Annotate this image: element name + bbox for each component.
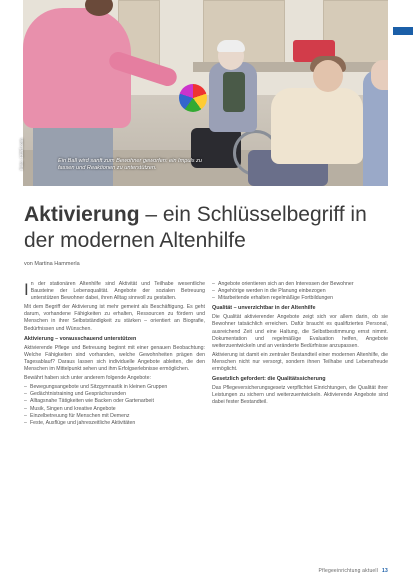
dropcap: I xyxy=(24,280,29,299)
publication-name: Pflegeeinrichtung aktuell xyxy=(318,568,379,574)
list-item: – Angebote orientieren sich an den Interessen der Bewohner xyxy=(212,281,388,288)
intro-paragraph: In der stationären Altenhilfe sind Aktivität und Teilhabe wesentliche Bausteine der Lebensqualität. Angebote der sozialen Betreuung unterstützen Bewohner dabei, ihren Alltag sinnvoll zu gestalten. xyxy=(24,280,205,302)
photo-credit: Foto: 123rf.com xyxy=(19,138,24,170)
subheading: Aktivierung – vorausschauend unterstützen xyxy=(24,335,137,342)
title-rest: – ein Schlüsselbegriff in der modernen Altenhilfe xyxy=(24,203,367,252)
page-footer xyxy=(319,568,388,574)
title-keyword: Aktivierung xyxy=(24,203,140,226)
byline: von Martina Hammerla xyxy=(24,261,80,267)
list-item: – Bewegungsangebote und Sitzgymnastik in kleinen Gruppen xyxy=(24,384,205,391)
list-item: – Gedächtnistraining und Gesprächsrunden xyxy=(24,391,205,398)
paragraph: Mit dem Begriff der Aktivierung ist mehr gemeint als Beschäftigung. Es geht darum, vorhandene Fähigkeiten zu erhalten, Ressourcen zu fördern und Menschen in ihrer Selbstständigkeit zu stärken – orientiert an Biografie, Bedürfnissen und Wünschen. xyxy=(24,304,205,332)
photo-caption: Ein Ball wird sanft zum Bewohner geworfen: ein Impuls zu fassen und Reaktionen zu unterstützen. xyxy=(58,158,202,171)
bullet-list xyxy=(24,384,205,427)
list-item: – Mitarbeitende erhalten regelmäßige Fortbildungen xyxy=(212,295,388,302)
section-marker xyxy=(393,27,413,35)
paragraph: Aktivierung ist damit ein zentraler Bestandteil einer modernen Altenhilfe, die Menschen nicht nur versorgt, sondern ihnen Teilhabe und Lebensfreude ermöglicht. xyxy=(212,351,388,373)
bullet-list xyxy=(212,281,388,302)
ball xyxy=(179,84,207,112)
article-column-left xyxy=(24,281,205,429)
page-number: 13 xyxy=(382,568,388,574)
article-column-right xyxy=(212,281,388,409)
article-title xyxy=(24,202,394,254)
list-item: – Feste, Ausflüge und jahreszeitliche Aktivitäten xyxy=(24,420,205,427)
list-item: – Musik, Singen und kreative Angebote xyxy=(24,406,205,413)
resident-figure xyxy=(271,88,363,164)
paragraph: Bewährt haben sich unter anderem folgende Angebote: xyxy=(24,375,151,382)
paragraph: Das Pflegeversicherungsgesetz verpflichtet Einrichtungen, die Qualität ihrer Leistungen zu sichern und weiterzuentwickeln. Aktivierende Angebote sind dabei fester Bestandteil. xyxy=(212,385,388,406)
subheading: Qualität – unverzichtbar in der Altenhilfe xyxy=(212,305,316,312)
list-item: – Alltagsnahe Tätigkeiten wie Backen oder Gartenarbeit xyxy=(24,398,205,405)
subheading: Gesetzlich gefordert: die Qualitätssicherung xyxy=(212,376,326,383)
list-item: – Einzelbetreuung für Menschen mit Demenz xyxy=(24,413,205,420)
paragraph: Aktivierende Pflege und Betreuung beginnt mit einer genauen Beobachtung: Welche Fähigkeiten sind vorhanden, welche Gewohnheiten prägen den Tagesablauf? Daraus lassen sich individuelle Angebote ableiten, die den Menschen im Mittelpunkt sehen und ihm Erfolgserlebnisse ermöglichen. xyxy=(24,344,205,373)
paragraph: Die Qualität aktivierender Angebote zeigt sich vor allem darin, ob sie Bewohner tatsächlich erreichen. Dafür braucht es qualifiziertes Personal, ausreichend Zeit und eine Haltung, die Selbstbestimmung ernst nimmt. Dokumentation und regelmäßige Evaluation helfen, Angebote weiterzuentwickeln und an veränderte Bedürfnisse anzupassen. xyxy=(212,314,388,349)
list-item: – Angehörige werden in die Planung einbezogen xyxy=(212,288,388,295)
article-photo xyxy=(23,0,388,186)
